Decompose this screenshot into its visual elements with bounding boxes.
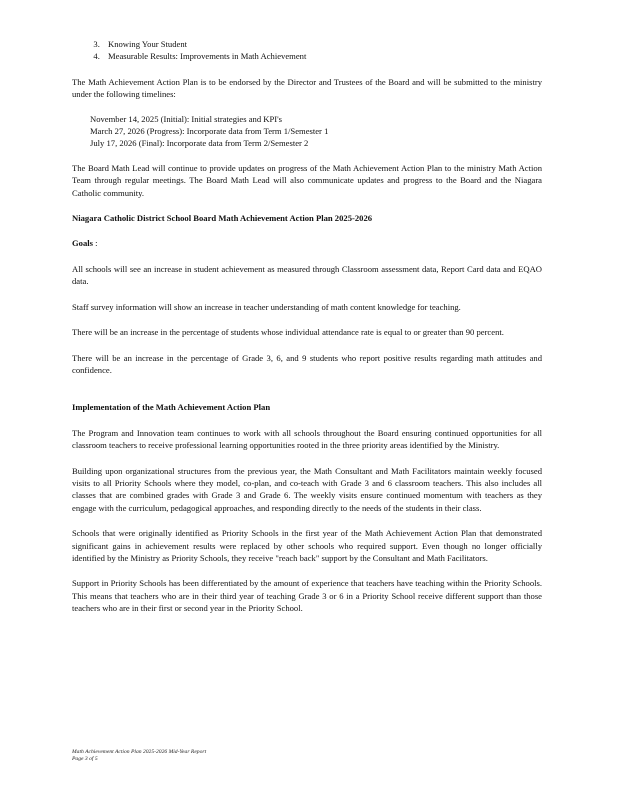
page-content — [72, 38, 542, 615]
list-item: 3. Knowing Your Student — [102, 38, 542, 50]
footer-report-title: Math Achievement Action Plan 2025-2026 Mid-Year Report — [72, 749, 207, 755]
page-footer — [72, 749, 206, 763]
endorse-paragraph: The Math Achievement Action Plan is to be endorsed by the Director and Trustees of the Board and will be submitted to the ministry under the following timelines: — [72, 76, 542, 100]
update-paragraph: The Board Math Lead will continue to provide updates on progress of the Math Achievement Action Plan to the ministry Math Action Team through regular meetings. The Board Math Lead will also communicate updates and progress to the Board and the Niagara Catholic community. — [72, 162, 542, 198]
goals-label: Goals — [72, 238, 94, 249]
implementation-paragraph-structures: Building upon organizational structures from the previous year, the Math Consultant and Math Facilitators maintain weekly focused visits to all Priority Schools where they model, co-plan, and co-teach with Grade 3 and 6 classroom teachers. This also includes all classes that are combined grades with Grade 3 and Grade 6. The weekly visits ensure continued momentum with teachers as they engage with the curriculum, pedagogical approaches, and responding directly to the needs of the students in their class. — [72, 465, 542, 513]
goal-staff-survey: Staff survey information will show an increase in teacher understanding of math content knowledge for teaching. — [72, 301, 461, 312]
timeline-item-initial: November 14, 2025 (Initial): Initial strategies and KPI's — [90, 113, 282, 124]
goal-attendance: There will be an increase in the percentage of students whose individual attendance rate is equal to or greater than 90 percent. — [72, 327, 504, 338]
goals-colon: : — [95, 238, 98, 249]
goals-heading — [72, 237, 542, 249]
timeline-list — [72, 113, 542, 150]
continued-numbered-list — [72, 38, 542, 63]
plan-title: Niagara Catholic District School Board Math Achievement Action Plan 2025-2026 — [72, 213, 373, 224]
goal-math-attitudes: There will be an increase in the percentage of Grade 3, 6, and 9 students who report positive results regarding math attitudes and confidence. — [72, 352, 542, 375]
implementation-paragraph-differentiated: Support in Priority Schools has been differentiated by the amount of experience that teachers have teaching within the Priority Schools. This means that teachers who are in their third year of teaching Grade 3 or 6 in a Priority School receive different support than those teachers who are in their first or second year in the Priority School. — [72, 578, 542, 614]
implementation-paragraph-reach-back: Schools that were originally identified as Priority Schools in the first year of the Math Achievement Action Plan that demonstrated significant gains in achievement results were replaced by other schools who required support. Even though no longer officially identified by the Ministry as Priority Schools, they receive "reach back" support by the Consultant and Math Facilitators. — [72, 528, 542, 563]
implementation-paragraph-program: The Program and Innovation team continues to work with all schools throughout the Board ensuring continued opportunities for all classroom teachers to receive professional learning opportunities rooted in the three priority areas identified by the Ministry. — [72, 427, 542, 451]
implementation-heading: Implementation of the Math Achievement Action Plan — [72, 402, 271, 413]
timeline-item-final: July 17, 2026 (Final): Incorporate data from Term 2/Semester 2 — [90, 138, 309, 149]
timeline-item-progress: March 27, 2026 (Progress): Incorporate data from Term 1/Semester 1 — [90, 126, 329, 137]
footer-page-number: Page 3 of 5 — [72, 756, 98, 762]
list-item: 4. Measurable Results: Improvements in Math Achievement — [102, 50, 542, 62]
goal-achievement: All schools will see an increase in student achievement as measured through Classroom assessment data, Report Card data and EQAO data. — [72, 263, 542, 287]
